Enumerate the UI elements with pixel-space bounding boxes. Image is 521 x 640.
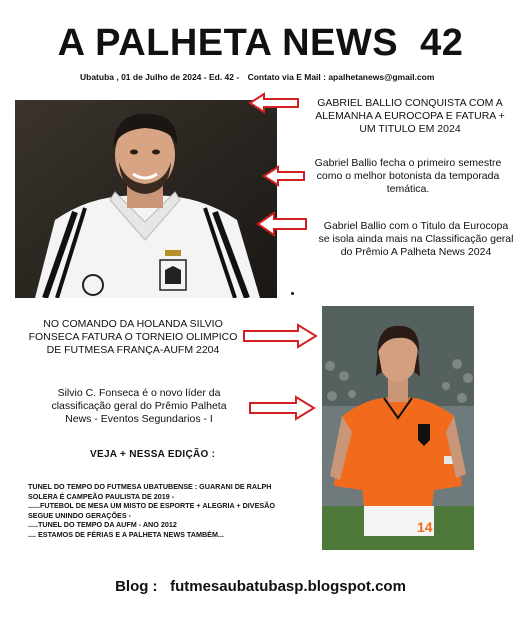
see-also-heading: VEJA + NESSA EDIÇÃO : — [90, 449, 216, 460]
arrow-left-icon — [248, 92, 300, 114]
list-item[interactable]: .....TUNEL DO TEMPO DA AUFM - ANO 2012 — [28, 520, 177, 529]
arrow-left-graphic — [256, 211, 308, 237]
arrow-right-icon — [248, 395, 316, 421]
arrow-left-graphic — [248, 92, 300, 114]
photo-silvio-fonseca-graphic — [322, 306, 474, 550]
arrow-left-icon — [256, 211, 308, 237]
arrow-left-icon — [262, 165, 306, 187]
page-title — [0, 22, 521, 65]
blog-label: Blog : — [115, 578, 158, 595]
story1-paragraph-1: Gabriel Ballio fecha o primeiro semestre como o melhor botonista da temporada temática. — [314, 157, 502, 195]
list-item[interactable]: SEGUE UNINDO GERAÇÕES - — [28, 510, 132, 520]
blog-link[interactable]: futmesaubatubasp.blogspot.com — [170, 578, 406, 595]
arrow-right-graphic — [242, 323, 318, 349]
blog-footer — [0, 578, 521, 595]
photo-gabriel-ballio — [15, 100, 277, 298]
story1-headline: GABRIEL BALLIO CONQUISTA COM A ALEMANHA A EUROCOPA E FATURA + UM TITULO EM 2024 — [315, 97, 505, 135]
dateline-bar — [80, 72, 440, 82]
edition-number: 42 — [420, 22, 464, 64]
bullet-dot — [291, 292, 294, 295]
list-item[interactable]: ......FUTEBOL DE MESA UM MISTO DE ESPORTE + ALEGRIA + DIVESÃO — [28, 501, 275, 510]
shorts-number: 14 — [417, 519, 433, 535]
title-text: A PALHETA NEWS — [57, 22, 399, 64]
story2-paragraph-1: Silvio C. Fonseca é o novo líder da classificação geral do Prêmio Palheta News - Eventos Segundarios - I — [51, 387, 227, 425]
list-item[interactable]: .... ESTAMOS DE FÉRIAS E A PALHETA NEWS TAMBÉM... — [28, 529, 224, 539]
list-item[interactable]: SOLERA É CAMPEÃO PAULISTA DE 2019 - — [28, 491, 175, 501]
see-also-list — [28, 482, 328, 539]
arrow-right-icon — [242, 323, 318, 349]
contact-email[interactable]: Contato via E Mail : apalhetanews@gmail.com — [247, 72, 435, 82]
story2-headline: NO COMANDO DA HOLANDA SILVIO FONSECA FATURA O TORNEIO OLIMPICO DE FUTMESA FRANÇA-AUFM 2204 — [28, 318, 238, 356]
photo-gabriel-ballio-graphic — [15, 100, 277, 298]
dateline: Ubatuba , 01 de Julho de 2024 - Ed. 42 - — [80, 72, 240, 82]
arrow-right-graphic — [248, 395, 316, 421]
list-item[interactable]: TUNEL DO TEMPO DO FUTMESA UBATUBENSE : GUARANI DE RALPH — [28, 482, 272, 491]
story1-paragraph-2: Gabriel Ballio com o Titulo da Eurocopa se isola ainda mais na Classificação geral do Prêmio A Palheta News 2024 — [318, 220, 514, 258]
arrow-left-graphic — [262, 165, 306, 187]
photo-silvio-fonseca — [322, 306, 474, 550]
